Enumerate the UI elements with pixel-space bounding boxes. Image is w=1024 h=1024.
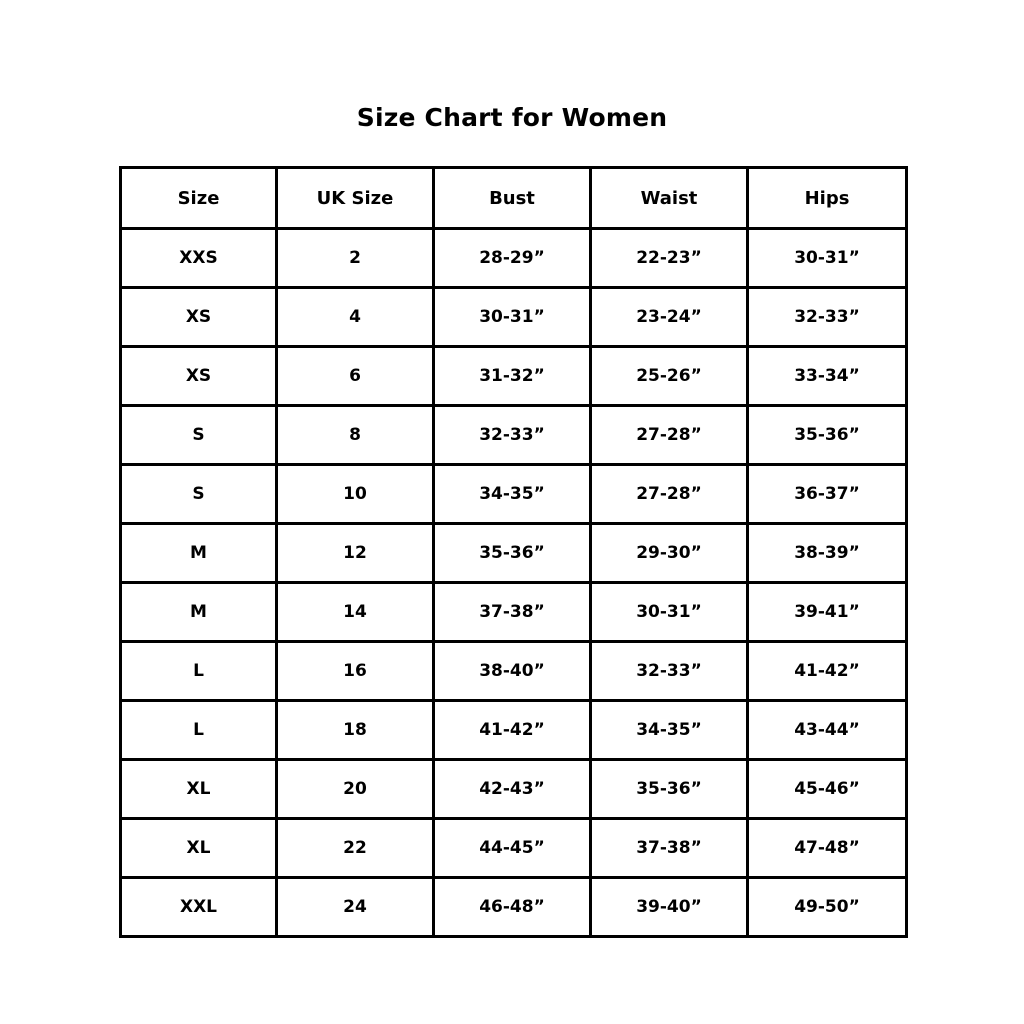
- cell-size: M: [121, 524, 277, 583]
- cell-bust: 42-43”: [434, 760, 591, 819]
- cell-waist: 34-35”: [591, 701, 748, 760]
- column-header-bust: Bust: [434, 168, 591, 229]
- column-header-uk-size: UK Size: [277, 168, 434, 229]
- cell-hips: 33-34”: [748, 347, 907, 406]
- cell-bust: 38-40”: [434, 642, 591, 701]
- cell-waist: 25-26”: [591, 347, 748, 406]
- table-body: [121, 229, 907, 937]
- cell-uk-size: 22: [277, 819, 434, 878]
- table-header-row: [121, 168, 907, 229]
- cell-uk-size: 6: [277, 347, 434, 406]
- cell-size: XL: [121, 819, 277, 878]
- cell-uk-size: 14: [277, 583, 434, 642]
- page-title: Size Chart for Women: [356, 103, 668, 132]
- table-row: [121, 347, 907, 406]
- table-header: [121, 168, 907, 229]
- cell-uk-size: 4: [277, 288, 434, 347]
- cell-uk-size: 20: [277, 760, 434, 819]
- table-row: [121, 878, 907, 937]
- cell-waist: 22-23”: [591, 229, 748, 288]
- cell-bust: 37-38”: [434, 583, 591, 642]
- size-chart-table-wrapper: [119, 166, 905, 938]
- table-row: [121, 524, 907, 583]
- cell-hips: 32-33”: [748, 288, 907, 347]
- cell-uk-size: 2: [277, 229, 434, 288]
- table-row: [121, 288, 907, 347]
- cell-uk-size: 12: [277, 524, 434, 583]
- cell-hips: 41-42”: [748, 642, 907, 701]
- cell-hips: 47-48”: [748, 819, 907, 878]
- cell-hips: 38-39”: [748, 524, 907, 583]
- table-row: [121, 819, 907, 878]
- table-row: [121, 465, 907, 524]
- cell-size: XXS: [121, 229, 277, 288]
- cell-hips: 30-31”: [748, 229, 907, 288]
- cell-waist: 23-24”: [591, 288, 748, 347]
- cell-uk-size: 10: [277, 465, 434, 524]
- cell-hips: 35-36”: [748, 406, 907, 465]
- cell-bust: 41-42”: [434, 701, 591, 760]
- cell-uk-size: 8: [277, 406, 434, 465]
- cell-hips: 36-37”: [748, 465, 907, 524]
- table-row: [121, 583, 907, 642]
- cell-size: XL: [121, 760, 277, 819]
- cell-size: L: [121, 701, 277, 760]
- cell-bust: 46-48”: [434, 878, 591, 937]
- cell-bust: 34-35”: [434, 465, 591, 524]
- cell-hips: 45-46”: [748, 760, 907, 819]
- table-row: [121, 642, 907, 701]
- column-header-size: Size: [121, 168, 277, 229]
- table-row: [121, 229, 907, 288]
- cell-uk-size: 24: [277, 878, 434, 937]
- column-header-waist: Waist: [591, 168, 748, 229]
- cell-size: S: [121, 465, 277, 524]
- cell-uk-size: 18: [277, 701, 434, 760]
- cell-bust: 30-31”: [434, 288, 591, 347]
- cell-size: M: [121, 583, 277, 642]
- cell-bust: 28-29”: [434, 229, 591, 288]
- cell-size: L: [121, 642, 277, 701]
- cell-size: XS: [121, 288, 277, 347]
- cell-size: S: [121, 406, 277, 465]
- cell-waist: 32-33”: [591, 642, 748, 701]
- cell-waist: 27-28”: [591, 406, 748, 465]
- cell-waist: 27-28”: [591, 465, 748, 524]
- cell-hips: 43-44”: [748, 701, 907, 760]
- table-row: [121, 406, 907, 465]
- cell-bust: 32-33”: [434, 406, 591, 465]
- cell-bust: 44-45”: [434, 819, 591, 878]
- cell-waist: 37-38”: [591, 819, 748, 878]
- column-header-hips: Hips: [748, 168, 907, 229]
- cell-waist: 35-36”: [591, 760, 748, 819]
- cell-waist: 30-31”: [591, 583, 748, 642]
- table-row: [121, 701, 907, 760]
- cell-bust: 31-32”: [434, 347, 591, 406]
- cell-uk-size: 16: [277, 642, 434, 701]
- cell-size: XXL: [121, 878, 277, 937]
- cell-bust: 35-36”: [434, 524, 591, 583]
- cell-hips: 49-50”: [748, 878, 907, 937]
- cell-hips: 39-41”: [748, 583, 907, 642]
- cell-waist: 29-30”: [591, 524, 748, 583]
- table-row: [121, 760, 907, 819]
- size-chart-table: [119, 166, 908, 938]
- cell-waist: 39-40”: [591, 878, 748, 937]
- cell-size: XS: [121, 347, 277, 406]
